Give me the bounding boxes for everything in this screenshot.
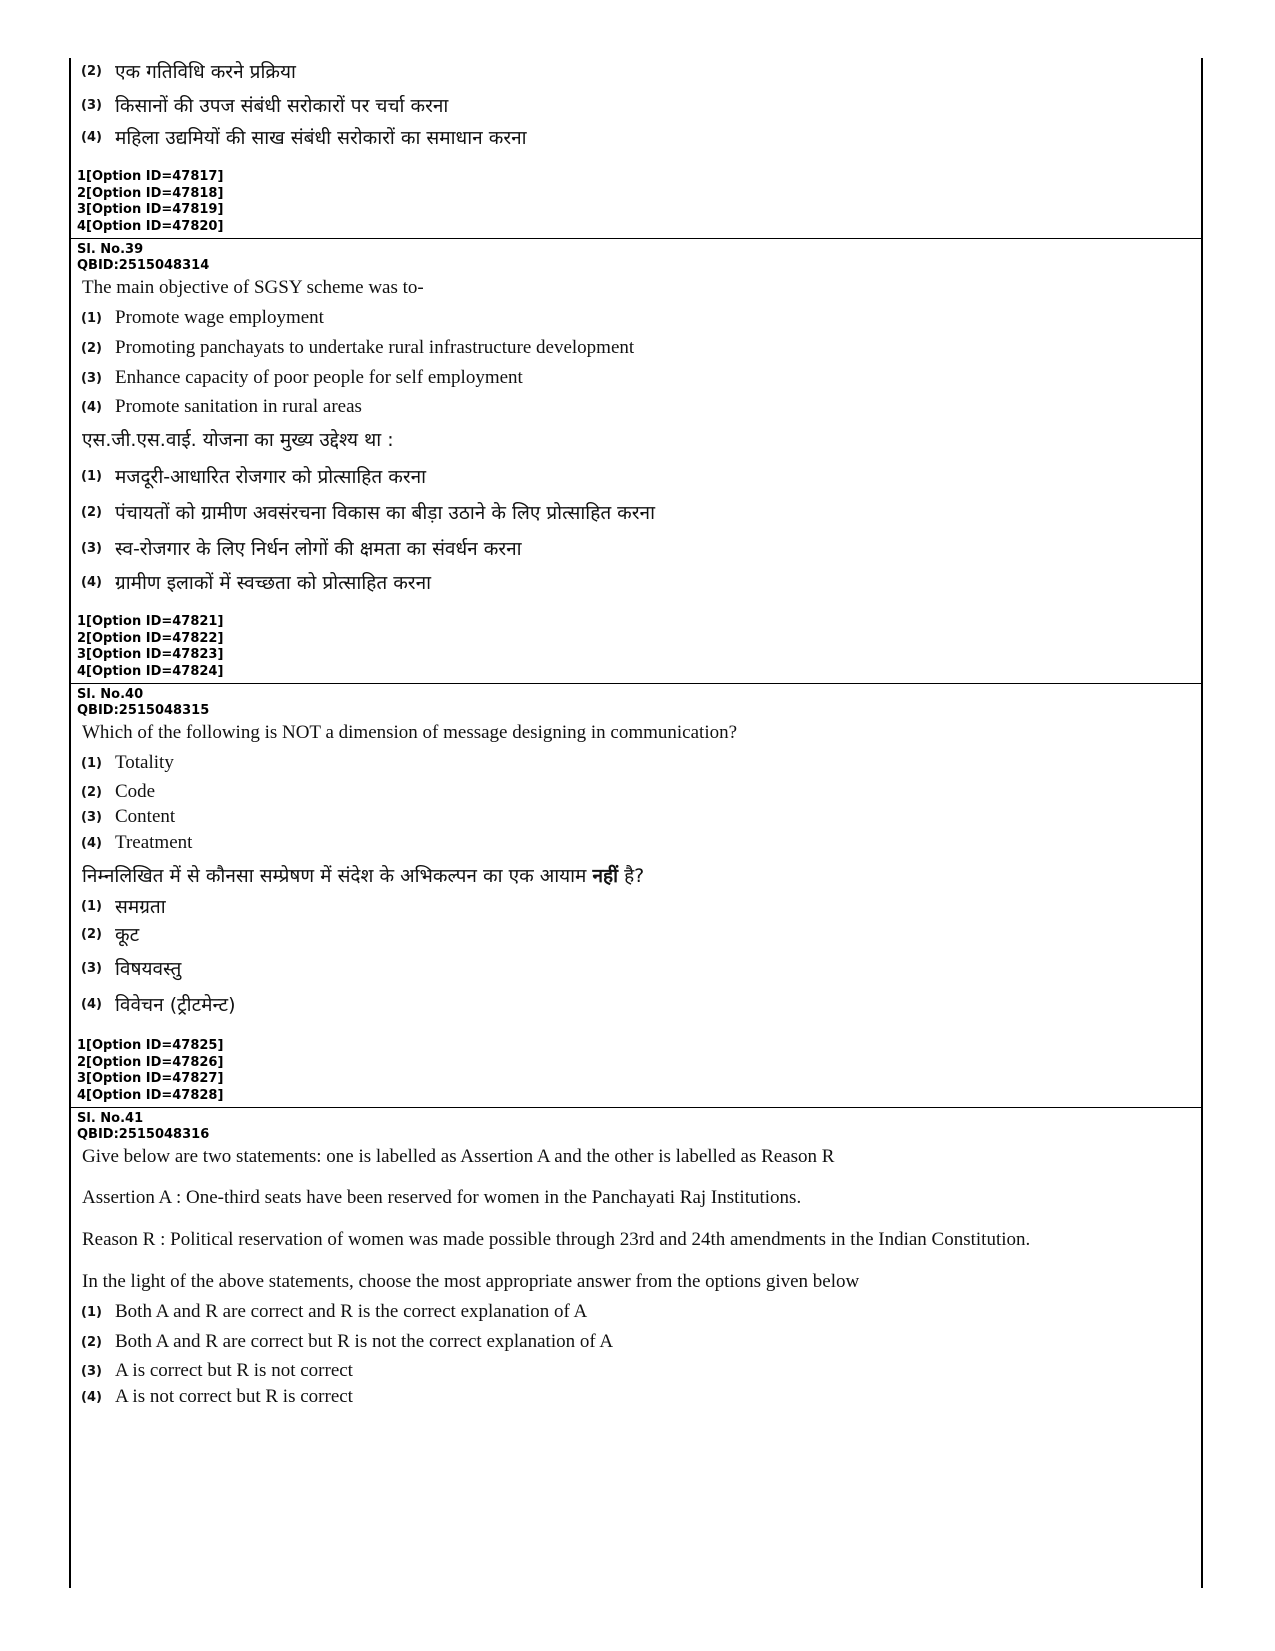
option-id: 2[Option ID=47818] (77, 185, 224, 201)
option-text: विवेचन (ट्रीटमेन्ट) (115, 994, 236, 1016)
q41-option-4-en (81, 1386, 353, 1408)
option-id: 4[Option ID=47824] (77, 663, 224, 679)
q40-option-4-en (81, 832, 192, 854)
option-number: (1) (81, 755, 102, 771)
option-text: विषयवस्तु (115, 958, 182, 980)
q39-option-2-en (81, 337, 634, 359)
option-text: A is correct but R is not correct (115, 1360, 353, 1381)
q39-option-3-hi (81, 535, 522, 561)
question-text-end: है? (624, 865, 645, 887)
q41-option-2-en (81, 1331, 613, 1353)
q40-option-1-en (81, 752, 174, 774)
qbid: QBID:2515048315 (77, 703, 210, 718)
option-text: ग्रामीण इलाकों में स्वच्छता को प्रोत्साहित करना (115, 572, 432, 594)
option-text: महिला उद्यमियों की साख संबंधी सरोकारों का समाधान करना (115, 127, 527, 149)
q41-assertion: Assertion A : One-third seats have been reserved for women in the Panchayati Raj Institutions. (82, 1187, 802, 1208)
option-number: (1) (81, 898, 102, 914)
option-text: A is not correct but R is correct (115, 1386, 353, 1407)
option-number: (3) (81, 1363, 102, 1379)
q38-option-ids (77, 169, 223, 235)
option-number: (3) (81, 370, 102, 386)
option-text: Promote sanitation in rural areas (115, 396, 362, 417)
question-paper-page (69, 58, 1203, 1588)
q39-option-ids (77, 614, 223, 680)
q39-option-2-hi (81, 499, 655, 525)
option-text: Promoting panchayats to undertake rural infrastructure development (115, 337, 635, 358)
q41-reason: Reason R : Political reservation of women was made possible through 23rd and 24th amendments in the Indian Constitution. (82, 1229, 1031, 1250)
qbid: QBID:2515048314 (77, 258, 210, 273)
q40-option-ids (77, 1038, 223, 1104)
q41-option-3-en (81, 1360, 353, 1382)
option-number: (3) (81, 97, 102, 113)
option-id: 2[Option ID=47826] (77, 1054, 224, 1070)
q39-option-3-en (81, 367, 523, 389)
question-divider (71, 1107, 1201, 1108)
q40-option-3-hi (81, 955, 181, 981)
serial-number: Sl. No.40 (77, 687, 144, 702)
option-number: (4) (81, 996, 102, 1012)
option-text: Treatment (115, 832, 193, 853)
option-text: किसानों की उपज संबंधी सरोकारों पर चर्चा करना (115, 95, 449, 117)
q41-instruction: In the light of the above statements, choose the most appropriate answer from the options given below (82, 1271, 860, 1292)
serial-number: Sl. No.41 (77, 1111, 144, 1126)
q38-option-2-hi (81, 58, 296, 84)
option-number: (1) (81, 310, 102, 326)
option-text: एक गतिविधि करने प्रक्रिया (115, 61, 296, 83)
q40-question-hi (82, 862, 644, 888)
q41-option-1-en (81, 1301, 587, 1323)
option-number: (4) (81, 574, 102, 590)
option-number: (4) (81, 129, 102, 145)
option-number: (3) (81, 809, 102, 825)
q40-option-4-hi (81, 991, 236, 1017)
q38-option-4-hi (81, 124, 527, 150)
option-number: (2) (81, 784, 102, 800)
option-number: (2) (81, 63, 102, 79)
option-id: 4[Option ID=47828] (77, 1087, 224, 1103)
q41-header (77, 1111, 209, 1143)
option-text: Code (115, 781, 156, 802)
option-text: Enhance capacity of poor people for self employment (115, 367, 523, 388)
option-id: 1[Option ID=47825] (77, 1038, 224, 1053)
emphasis-text: नहीं (592, 865, 619, 887)
option-id: 3[Option ID=47827] (77, 1071, 224, 1086)
option-text: Promote wage employment (115, 307, 324, 328)
q39-option-4-en (81, 396, 362, 418)
option-number: (4) (81, 1389, 102, 1405)
option-text: समग्रता (115, 896, 166, 918)
q40-option-2-en (81, 781, 155, 803)
q39-header (77, 242, 209, 274)
q39-question-hi: एस.जी.एस.वाई. योजना का मुख्य उद्देश्य था : (82, 429, 394, 451)
option-text: Both A and R are correct but R is not the correct explanation of A (115, 1331, 614, 1352)
option-text: Content (115, 806, 176, 827)
option-number: (2) (81, 1334, 102, 1350)
option-id: 1[Option ID=47817] (77, 169, 224, 184)
serial-number: Sl. No.39 (77, 242, 144, 257)
option-text: कूट (115, 924, 140, 946)
question-text: निम्नलिखित में से कौनसा सम्प्रेषण में संदेश के अभिकल्पन का एक आयाम (82, 865, 587, 887)
q40-option-2-hi (81, 921, 139, 947)
option-number: (4) (81, 399, 102, 415)
option-id: 1[Option ID=47821] (77, 614, 224, 629)
option-number: (3) (81, 540, 102, 556)
q40-option-1-hi (81, 893, 166, 919)
option-text: पंचायतों को ग्रामीण अवसंरचना विकास का बीड़ा उठाने के लिए प्रोत्साहित करना (115, 502, 656, 524)
q39-question-en: The main objective of SGSY scheme was to- (82, 277, 424, 298)
option-id: 2[Option ID=47822] (77, 630, 224, 646)
q40-option-3-en (81, 806, 175, 828)
option-id: 3[Option ID=47823] (77, 647, 224, 662)
q39-option-1-hi (81, 463, 426, 489)
question-divider (71, 683, 1201, 684)
option-number: (1) (81, 1304, 102, 1320)
option-text: Totality (115, 752, 174, 773)
q38-option-3-hi (81, 92, 448, 118)
option-text: Both A and R are correct and R is the correct explanation of A (115, 1301, 588, 1322)
option-text: स्व-रोजगार के लिए निर्धन लोगों की क्षमता का संवर्धन करना (115, 538, 522, 560)
option-text: मजदूरी-आधारित रोजगार को प्रोत्साहित करना (115, 466, 427, 488)
q40-question-en: Which of the following is NOT a dimension of message designing in communication? (82, 722, 738, 743)
option-number: (2) (81, 504, 102, 520)
option-number: (2) (81, 926, 102, 942)
q40-header (77, 687, 209, 719)
question-divider (71, 238, 1201, 239)
q39-option-4-hi (81, 569, 431, 595)
qbid: QBID:2515048316 (77, 1127, 210, 1142)
option-number: (2) (81, 340, 102, 356)
option-id: 3[Option ID=47819] (77, 202, 224, 217)
option-number: (4) (81, 835, 102, 851)
option-id: 4[Option ID=47820] (77, 218, 224, 234)
q39-option-1-en (81, 307, 324, 329)
option-number: (3) (81, 960, 102, 976)
option-number: (1) (81, 468, 102, 484)
q41-intro: Give below are two statements: one is labelled as Assertion A and the other is labelled as Reason R (82, 1146, 835, 1167)
